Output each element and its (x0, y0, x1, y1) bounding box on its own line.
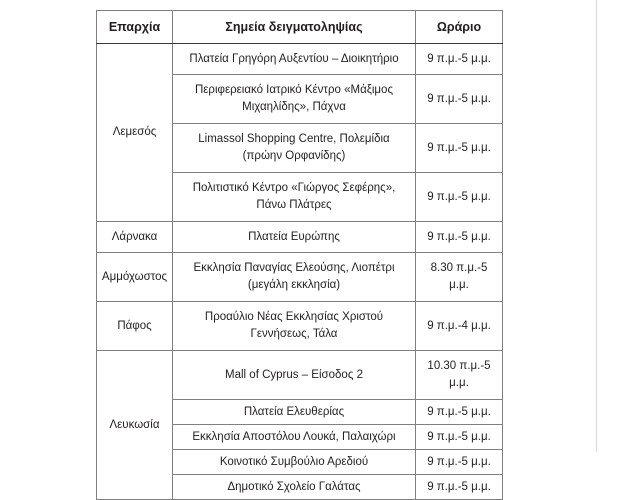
hours-cell: 9 π.μ.-5 μ.μ. (416, 475, 503, 500)
district-cell: Λάρνακα (97, 222, 173, 253)
sampling-point-cell: Πλατεία Γρηγόρη Αυξεντίου – Διοικητήριο (173, 44, 416, 75)
hours-cell: 10.30 π.μ.-5 μ.μ. (416, 351, 503, 400)
hours-cell: 9 π.μ.-5 μ.μ. (416, 75, 503, 124)
sampling-point-cell: Πλατεία Ευρώπης (173, 222, 416, 253)
sampling-point-cell: Mall of Cyprus – Είσοδος 2 (173, 351, 416, 400)
hours-cell: 9 π.μ.-5 μ.μ. (416, 400, 503, 425)
sampling-point-cell: Δημοτικό Σχολείο Γαλάτας (173, 475, 416, 500)
table-row (97, 351, 503, 400)
column-header-sampling-point: Σημεία δειγματοληψίας (173, 11, 416, 44)
hours-cell: 8.30 π.μ.-5 μ.μ. (416, 253, 503, 302)
district-cell: Λεμεσός (97, 44, 173, 222)
sampling-point-cell: Κοινοτικό Συμβούλιο Αρεδιού (173, 450, 416, 475)
hours-cell: 9 π.μ.-5 μ.μ. (416, 44, 503, 75)
table-body (97, 44, 503, 500)
table-row (97, 222, 503, 253)
sampling-point-cell: Limassol Shopping Centre, Πολεμίδια (πρώην Ορφανίδης) (173, 124, 416, 173)
column-header-hours: Ωράριο (416, 11, 503, 44)
table-row (97, 253, 503, 302)
sampling-point-cell: Πολιτιστικό Κέντρο «Γιώργος Σεφέρης», Πάνω Πλάτρες (173, 173, 416, 222)
sampling-point-cell: Περιφερειακό Ιατρικό Κέντρο «Μάξιμος Μιχαηλίδης», Πάχνα (173, 75, 416, 124)
table-header-row (97, 11, 503, 44)
column-header-district: Επαρχία (97, 11, 173, 44)
sampling-point-cell: Εκκλησία Παναγίας Ελεούσης, Λιοπέτρι (μεγάλη εκκλησία) (173, 253, 416, 302)
hours-cell: 9 π.μ.-5 μ.μ. (416, 222, 503, 253)
table-header (97, 11, 503, 44)
sampling-point-cell: Εκκλησία Αποστόλου Λουκά, Παλαιχώρι (173, 425, 416, 450)
sampling-point-cell: Προαύλιο Νέας Εκκλησίας Χριστού Γεννήσεως, Τάλα (173, 302, 416, 351)
hours-cell: 9 π.μ.-5 μ.μ. (416, 450, 503, 475)
district-cell: Λευκωσία (97, 351, 173, 500)
table-row (97, 302, 503, 351)
sampling-points-table-container (96, 10, 502, 500)
district-cell: Πάφος (97, 302, 173, 351)
sampling-points-table (96, 10, 503, 500)
sampling-point-cell: Πλατεία Ελευθερίας (173, 400, 416, 425)
table-row (97, 44, 503, 75)
hours-cell: 9 π.μ.-4 μ.μ. (416, 302, 503, 351)
district-cell: Αμμόχωστος (97, 253, 173, 302)
page-margin-rule (596, 0, 597, 452)
hours-cell: 9 π.μ.-5 μ.μ. (416, 173, 503, 222)
hours-cell: 9 π.μ.-5 μ.μ. (416, 124, 503, 173)
hours-cell: 9 π.μ.-5 μ.μ. (416, 425, 503, 450)
